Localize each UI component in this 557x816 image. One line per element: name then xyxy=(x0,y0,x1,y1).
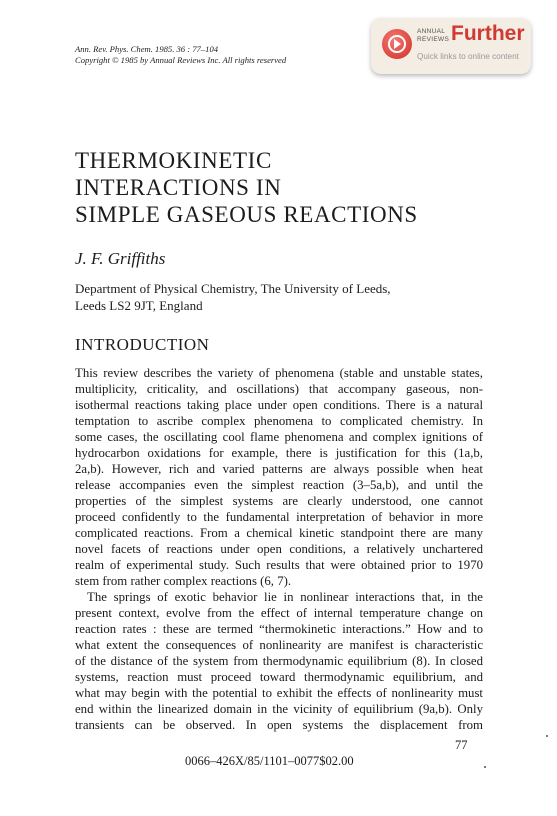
title-line-1: THERMOKINETIC xyxy=(75,148,272,173)
text-line: temptation to ascribe complex phenomena to complicated chemistry. In xyxy=(75,414,483,428)
text-line: hydrocarbon oxidations for example, there is justification for this (1a,b, xyxy=(75,446,483,460)
journal-citation xyxy=(75,44,286,66)
paragraph-2 xyxy=(75,589,483,733)
text-line: transients can be observed. In open systems the displacement from xyxy=(75,718,483,732)
badge-small-text: ANNUAL REVIEWS xyxy=(417,28,450,43)
text-line: some cases, the oscillating cool flame phenomena and complex ignitions of xyxy=(75,430,483,444)
title-line-2: INTERACTIONS IN xyxy=(75,175,282,200)
text-line: The springs of exotic behavior lie in nonlinear interactions that, in the xyxy=(87,590,483,604)
copyright-code: 0066–426X/85/1101–0077$02.00 xyxy=(185,754,354,768)
affiliation-line-1: Department of Physical Chemistry, The University of Leeds, xyxy=(75,281,391,296)
text-line: of the distance of the system from thermodynamic equilibrium (8). In closed xyxy=(75,654,483,668)
scan-speck xyxy=(484,766,486,768)
author-affiliation xyxy=(75,280,391,314)
text-line: reaction rates : these are termed “thermokinetic interactions.” How and to xyxy=(75,622,483,636)
scan-speck xyxy=(546,735,548,737)
author-name: J. F. Griffiths xyxy=(75,249,166,268)
text-line: properties of the simplest systems are clearly understood, one cannot xyxy=(75,494,483,508)
text-line: end within the linearized domain in the vicinity of equilibrium (9a,b). Only xyxy=(75,702,483,716)
citation-line-2: Copyright © 1985 by Annual Reviews Inc. All rights reserved xyxy=(75,55,287,65)
section-heading: INTRODUCTION xyxy=(75,335,210,354)
annual-reviews-logo-icon xyxy=(382,29,412,59)
text-line: This review describes the variety of phenomena (stable and unstable states, xyxy=(75,366,483,380)
paragraph-1 xyxy=(75,365,483,589)
text-line: multiplicity, criticality, and oscillations) that accompany gaseous, non- xyxy=(75,382,483,396)
text-line: novel facets of reactions under open conditions, a relatively unchartered xyxy=(75,542,483,556)
citation-line-1: Ann. Rev. Phys. Chem. 1985. 36 : 77–104 xyxy=(75,44,219,54)
text-line: realm of experimental study. Such results that were obtained prior to 1970 xyxy=(75,558,483,572)
text-line: what may begin with the potential to exhibit the effects of nonlinearity must xyxy=(75,686,483,700)
affiliation-line-2: Leeds LS2 9JT, England xyxy=(75,298,203,313)
text-line: isothermal reactions taking place under open conditions. There is a natural xyxy=(75,398,483,412)
text-line: present context, evolve from the effect of internal temperature change on xyxy=(75,606,483,620)
article-title xyxy=(75,147,418,228)
annual-reviews-further-badge[interactable] xyxy=(371,18,531,74)
text-line: 2a,b). However, rich and varied patterns are always possible when heat xyxy=(75,462,483,476)
text-line: complicated reactions. From a chemical kinetic standpoint there are many xyxy=(75,526,483,540)
text-line: what extent the consequences of nonlinearity are manifest is characteristic xyxy=(75,638,483,652)
text-line: release accompanies even the simplest reaction (3–5a,b), and until the xyxy=(75,478,483,492)
badge-further-label[interactable]: Further xyxy=(451,22,525,45)
page-number: 77 xyxy=(455,738,468,752)
badge-subtitle: Quick links to online content xyxy=(417,52,519,61)
text-line: proceed confidently to the fundamental interpretation of behavior in more xyxy=(75,510,483,524)
text-line: systems, reaction must proceed toward thermodynamic equilibrium, and xyxy=(75,670,483,684)
text-line: stem from rather complex reactions (6, 7). xyxy=(75,574,292,588)
title-line-3: SIMPLE GASEOUS REACTIONS xyxy=(75,202,418,227)
